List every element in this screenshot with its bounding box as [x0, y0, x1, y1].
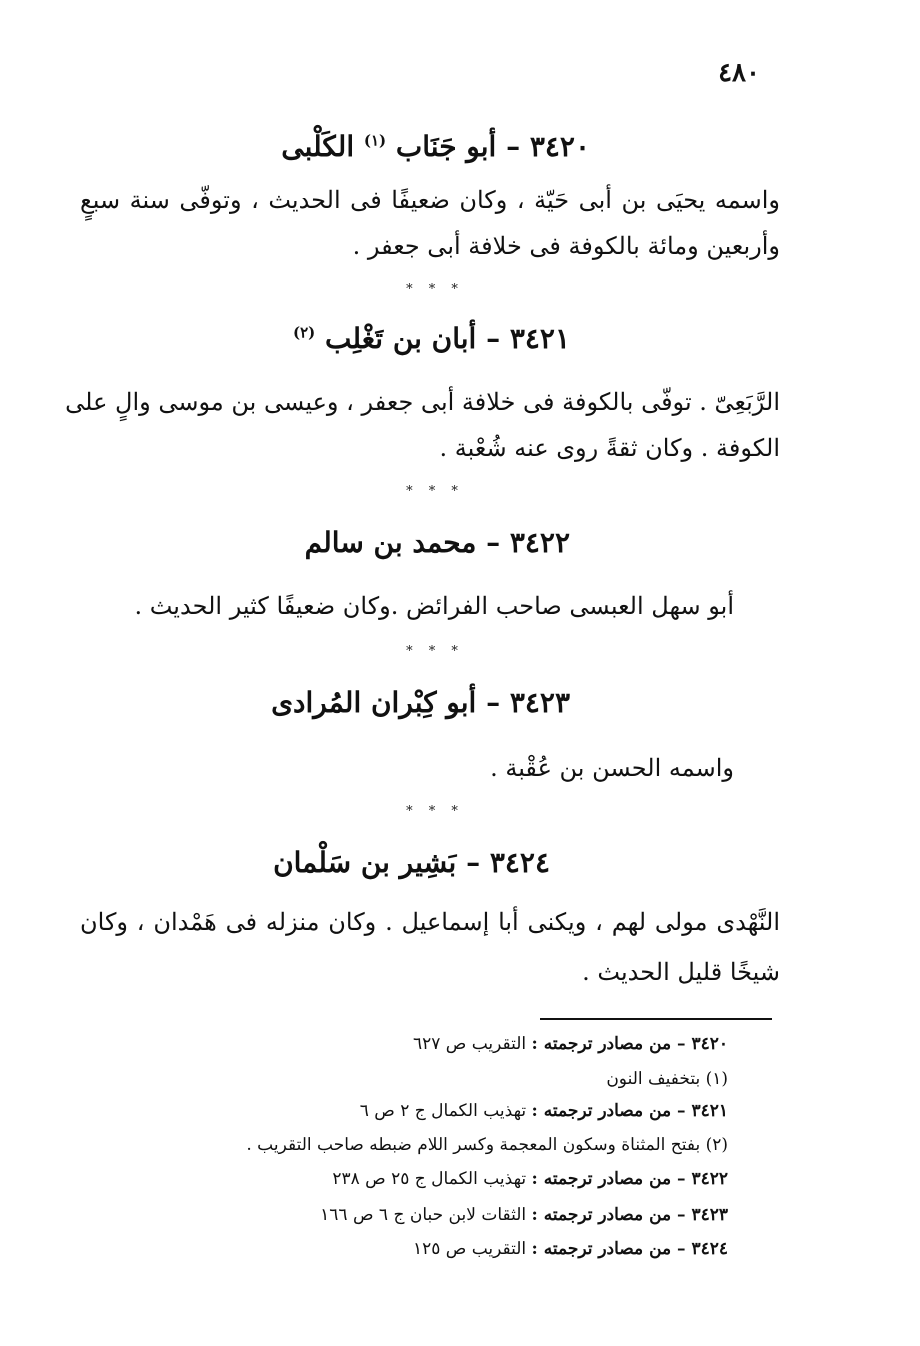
- footnote-text: (٢) بفتح المثناة وسكون المعجمة وكسر اللام ضبطه صاحب التقريب .: [246, 1135, 728, 1155]
- entry-heading-3420: [150, 130, 590, 163]
- footnote-text: التقريب ص ٦٢٧: [412, 1034, 532, 1054]
- footnote-line: [188, 1169, 728, 1189]
- footnote-text: الثقات لابن حبان ج ٦ ص ١٦٦: [320, 1205, 532, 1225]
- footnote-text: تهذيب الكمال ج ٢ ص ٦: [359, 1101, 532, 1121]
- section-separator: * * *: [406, 644, 464, 659]
- entry-heading-3421: [130, 322, 570, 355]
- entry-body-line: النَّهْدى مولى لهم ، ويكنى أبا إسماعيل . وكان منزله فى هَمْدان ، وكان: [80, 908, 780, 936]
- entry-heading-text: ٣٤٢٠ – أبو جَنَاب: [395, 130, 590, 163]
- footnote-line: [188, 1069, 728, 1089]
- entry-body-line: وأربعين ومائة بالكوفة فى خلافة أبى جعفر .: [352, 232, 780, 260]
- entry-body-line: أبو سهل العبسى صاحب الفرائض .وكان ضعيفًا كثير الحديث .: [134, 592, 734, 620]
- footnote-label: ٣٤٢٠ – من مصادر ترجمته :: [531, 1034, 728, 1054]
- section-separator: * * *: [406, 484, 464, 499]
- footnote-rule: [540, 1018, 772, 1020]
- page-number: ٤٨٠: [718, 58, 760, 88]
- footnote-line: [188, 1101, 728, 1121]
- entry-body-line: شيخًا قليل الحديث .: [582, 958, 780, 986]
- footnote-label: ٣٤٢٣ – من مصادر ترجمته :: [531, 1205, 728, 1225]
- footnote-label: ٣٤٢٢ – من مصادر ترجمته :: [531, 1169, 728, 1189]
- footnote-marker: (٢): [292, 323, 316, 342]
- entry-heading-3423: ٣٤٢٣ – أبو كِبْران المُرادى: [271, 686, 570, 719]
- entry-heading-tail: الكَلْبى: [281, 130, 355, 163]
- section-separator: * * *: [406, 282, 464, 297]
- footnote-label: ٣٤٢١ – من مصادر ترجمته :: [531, 1101, 728, 1121]
- footnote-text: (١) بتخفيف النون: [606, 1069, 728, 1089]
- footnote-line: [188, 1205, 728, 1225]
- entry-body-line: الرَّبَعِىّ . توفّى بالكوفة فى خلافة أبى جعفر ، وعيسى بن موسى والٍ على: [65, 388, 780, 416]
- footnote-label: ٣٤٢٤ – من مصادر ترجمته :: [531, 1239, 728, 1259]
- footnote-marker: (١): [363, 131, 387, 150]
- footnote-text: التقريب ص ١٢٥: [412, 1239, 532, 1259]
- entry-body-line: واسمه يحيَى بن أبى حَيّة ، وكان ضعيفًا فى الحديث ، وتوفّى سنة سبعٍ: [80, 186, 780, 214]
- entry-heading-3422: ٣٤٢٢ – محمد بن سالم: [304, 526, 570, 559]
- entry-heading-3424: ٣٤٢٤ – بَشِير بن سَلْمان: [273, 846, 550, 879]
- entry-body-line: الكوفة . وكان ثقةً روى عنه شُعْبة .: [439, 434, 780, 462]
- entry-body-line: واسمه الحسن بن عُقْبة .: [490, 754, 734, 782]
- footnote-line: [188, 1034, 728, 1054]
- footnote-line: [188, 1239, 728, 1259]
- footnote-line: [188, 1135, 728, 1155]
- footnote-text: تهذيب الكمال ج ٢٥ ص ٢٣٨: [332, 1169, 532, 1189]
- entry-heading-text: ٣٤٢١ – أبان بن تَغْلِب: [325, 322, 570, 355]
- section-separator: * * *: [406, 804, 464, 819]
